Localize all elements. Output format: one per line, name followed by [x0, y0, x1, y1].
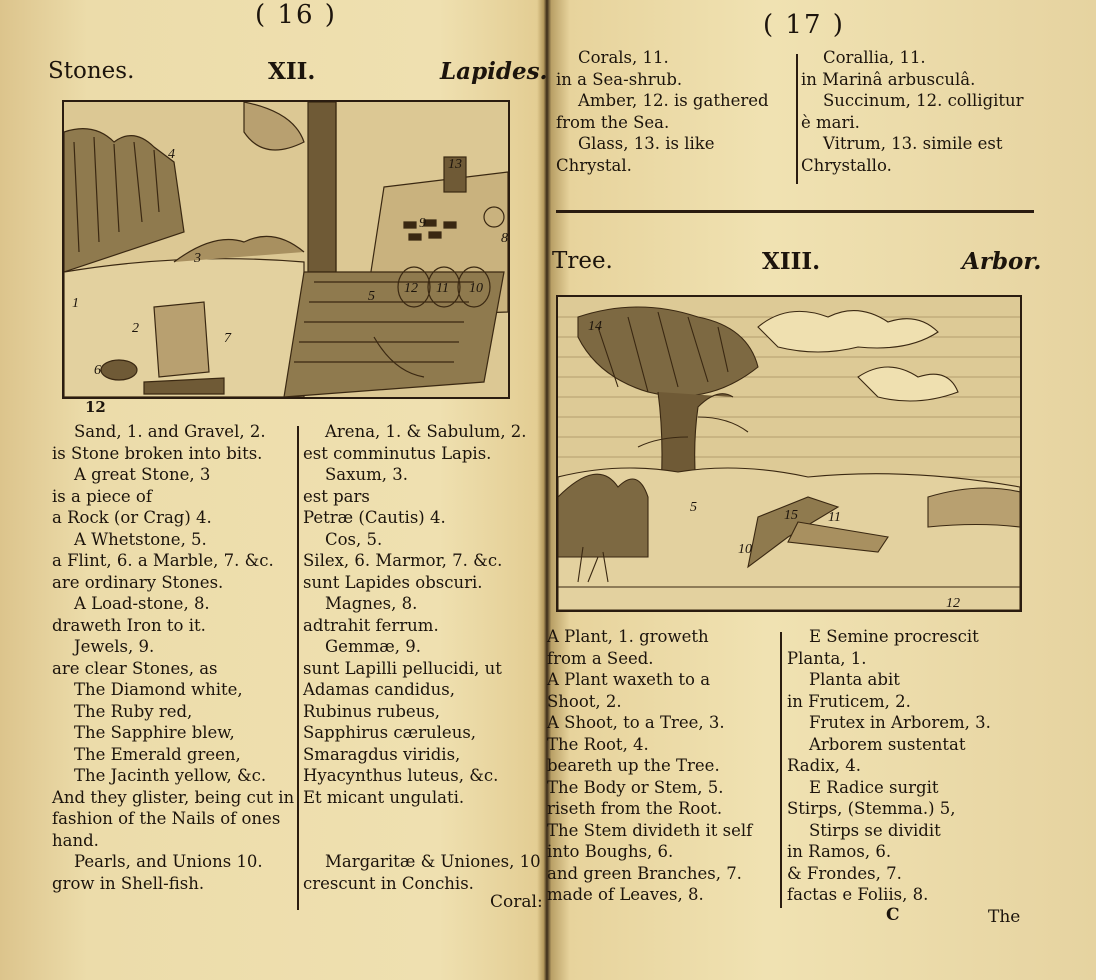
plate-label-13: 13	[448, 157, 462, 172]
english-text-line: Glass, 13. is like	[578, 134, 715, 153]
english-text-line: A Shoot, to a Tree, 3.	[547, 713, 725, 732]
left-plate-number: 12	[85, 398, 106, 416]
english-text-line: is a piece of	[52, 486, 152, 506]
latin-text-line: Frutex in Arborem, 3.	[809, 713, 991, 732]
latin-text-line: Stirps, (Stemma.) 5,	[787, 799, 956, 818]
english-text-line: beareth up the Tree.	[547, 756, 720, 775]
english-text-line: Pearls, and Unions 10.	[74, 852, 263, 871]
latin-text-line: est comminutus Lapis.	[303, 443, 492, 463]
plate-label-2: 2	[132, 321, 139, 336]
latin-text-line: Silex, 6. Marmor, 7. &c.	[303, 551, 503, 570]
english-text-line: draweth Iron to it.	[52, 615, 206, 635]
left-column-divider	[297, 426, 299, 910]
latin-text-line: Et micant ungulati.	[303, 787, 465, 807]
english-text-line: The Root, 4.	[547, 734, 649, 754]
latin-text-line: Radix, 4.	[787, 756, 862, 775]
plate-label-tree-15: 15	[784, 508, 798, 523]
latin-text-line	[303, 830, 541, 852]
latin-text-line: sunt Lapilli pellucidi, ut	[303, 658, 502, 678]
english-text-line: A Plant, 1. groweth	[547, 627, 709, 646]
english-text-line: Chrystal.	[556, 155, 632, 175]
english-text-line: from a Seed.	[547, 648, 654, 668]
tree-engraving-art	[558, 297, 1020, 610]
english-text-line: The Ruby red,	[74, 701, 193, 721]
english-text-line: a Flint, 6. a Marble, 7. &c.	[52, 551, 274, 570]
latin-text-line: in Marinâ arbusculâ.	[801, 69, 976, 89]
latin-text-line: adtrahit ferrum.	[303, 615, 439, 635]
latin-text-line: Planta, 1.	[787, 648, 867, 668]
latin-text-line: & Frondes, 7.	[787, 863, 902, 883]
english-text-line: A Plant waxeth to a	[547, 670, 711, 689]
plate-label-7: 7	[224, 331, 231, 346]
latin-text-line: Chrystallo.	[801, 155, 892, 175]
right-header-english: Tree.	[552, 248, 613, 274]
stones-engraving	[62, 100, 510, 399]
plate-label-8: 8	[501, 231, 508, 246]
left-page-number: ( 16 )	[255, 0, 337, 30]
plate-label-3: 3	[194, 251, 201, 266]
latin-text-line: Planta abit	[809, 670, 900, 689]
latin-text-line: Arborem sustentat	[809, 734, 966, 754]
english-text-line: A Load-stone, 8.	[74, 594, 210, 613]
english-text-line: is Stone broken into bits.	[52, 443, 263, 463]
latin-text-line: Arena, 1. & Sabulum, 2.	[325, 422, 527, 441]
latin-text-line: E Radice surgit	[809, 777, 939, 797]
english-text-line: fashion of the Nails of ones	[52, 809, 281, 828]
english-text-line: The Body or Stem, 5.	[547, 777, 724, 797]
right-header-chapter: XIII.	[762, 248, 821, 275]
english-text-line: are ordinary Stones.	[52, 572, 224, 592]
latin-text-line: Succinum, 12. colligitur	[823, 91, 1024, 110]
english-text-line: made of Leaves, 8.	[547, 885, 704, 904]
plate-label-tree-5: 5	[690, 500, 697, 515]
english-text-line: The Stem divideth it self	[547, 820, 753, 840]
tree-engraving	[556, 295, 1022, 612]
plate-label-6: 6	[94, 363, 101, 378]
latin-text-line: est pars	[303, 486, 370, 506]
english-text-line: are clear Stones, as	[52, 658, 218, 678]
english-text-line: The Sapphire blew,	[74, 723, 235, 742]
latin-text-line: Margaritæ & Uniones, 10	[325, 852, 541, 871]
latin-text-line: Rubinus rubeus,	[303, 701, 441, 721]
latin-text-line: crescunt in Conchis.	[303, 873, 474, 893]
plate-label-9: 9	[419, 216, 426, 231]
plate-label-tree-10: 10	[738, 542, 752, 557]
latin-text-line: in Ramos, 6.	[787, 842, 892, 861]
english-text-line: Shoot, 2.	[547, 691, 622, 711]
plate-label-10: 10	[469, 281, 483, 296]
right-top-divider	[796, 54, 798, 184]
latin-text-line: factas e Foliis, 8.	[787, 885, 929, 904]
english-text-line: A Whetstone, 5.	[74, 529, 207, 549]
latin-text-line: Vitrum, 13. simile est	[823, 134, 1003, 153]
right-top-english-column	[556, 47, 769, 176]
right-column-divider	[780, 632, 782, 908]
latin-text-line: Smaragdus viridis,	[303, 744, 461, 764]
plate-label-12: 12	[404, 281, 418, 296]
latin-text-line	[303, 808, 541, 830]
left-latin-column	[303, 421, 541, 894]
right-page-number: ( 17 )	[763, 10, 845, 40]
english-text-line: Jewels, 9.	[74, 637, 155, 656]
english-text-line: Amber, 12. is gathered	[578, 91, 769, 110]
latin-text-line: Magnes, 8.	[325, 594, 418, 613]
plate-label-tree-11: 11	[828, 510, 841, 525]
latin-text-line: Corallia, 11.	[823, 48, 926, 67]
english-text-line: grow in Shell-fish.	[52, 873, 205, 893]
left-english-column	[52, 421, 294, 894]
plate-label-11: 11	[436, 281, 449, 296]
english-text-line: into Boughs, 6.	[547, 842, 674, 861]
english-text-line: The Emerald green,	[74, 744, 241, 764]
english-text-line: from the Sea.	[556, 112, 670, 132]
latin-text-line: sunt Lapides obscuri.	[303, 572, 483, 592]
latin-text-line: Hyacynthus luteus, &c.	[303, 766, 499, 785]
english-text-line: in a Sea-shrub.	[556, 69, 683, 89]
english-text-line: Sand, 1. and Gravel, 2.	[74, 422, 266, 441]
english-text-line: And they glister, being cut in	[52, 787, 295, 807]
plate-label-5: 5	[368, 289, 375, 304]
english-text-line: Corals, 11.	[578, 48, 669, 67]
latin-text-line: Cos, 5.	[325, 529, 383, 549]
latin-text-line: Adamas candidus,	[303, 680, 455, 699]
english-text-line: riseth from the Root.	[547, 799, 723, 818]
plate-label-tree-12: 12	[946, 596, 960, 610]
latin-text-line: in Fruticem, 2.	[787, 691, 911, 711]
latin-text-line: Petræ (Cautis) 4.	[303, 508, 446, 527]
stones-engraving-art	[64, 102, 508, 397]
english-text-line: The Jacinth yellow, &c.	[74, 766, 267, 785]
latin-text-line: Stirps se dividit	[809, 820, 941, 840]
left-header-english: Stones.	[48, 58, 135, 84]
latin-text-line: è mari.	[801, 112, 860, 132]
left-header-chapter: XII.	[268, 58, 316, 85]
english-text-line: The Diamond white,	[74, 680, 243, 699]
plate-label-4: 4	[168, 147, 175, 162]
english-text-line: A great Stone, 3	[74, 465, 211, 484]
latin-text-line: Saxum, 3.	[325, 465, 408, 484]
right-latin-column	[787, 626, 991, 906]
left-catchword: Coral:	[490, 892, 543, 912]
plate-label-1: 1	[72, 296, 79, 311]
english-text-line: a Rock (or Crag) 4.	[52, 508, 212, 527]
right-catchword: The	[988, 907, 1021, 927]
latin-text-line: E Semine procrescit	[809, 627, 979, 646]
latin-text-line: Gemmæ, 9.	[325, 637, 421, 656]
plate-label-14: 14	[588, 319, 602, 334]
english-text-line: and green Branches, 7.	[547, 863, 742, 883]
latin-text-line: Sapphirus cæruleus,	[303, 723, 477, 742]
section-separator	[556, 210, 1034, 213]
right-english-column	[547, 626, 752, 906]
right-top-latin-column	[801, 47, 1024, 176]
right-signature-mark: C	[886, 905, 900, 925]
english-text-line: hand.	[52, 830, 99, 850]
left-header-latin: Lapides.	[440, 58, 548, 85]
right-header-latin: Arbor.	[962, 248, 1042, 275]
